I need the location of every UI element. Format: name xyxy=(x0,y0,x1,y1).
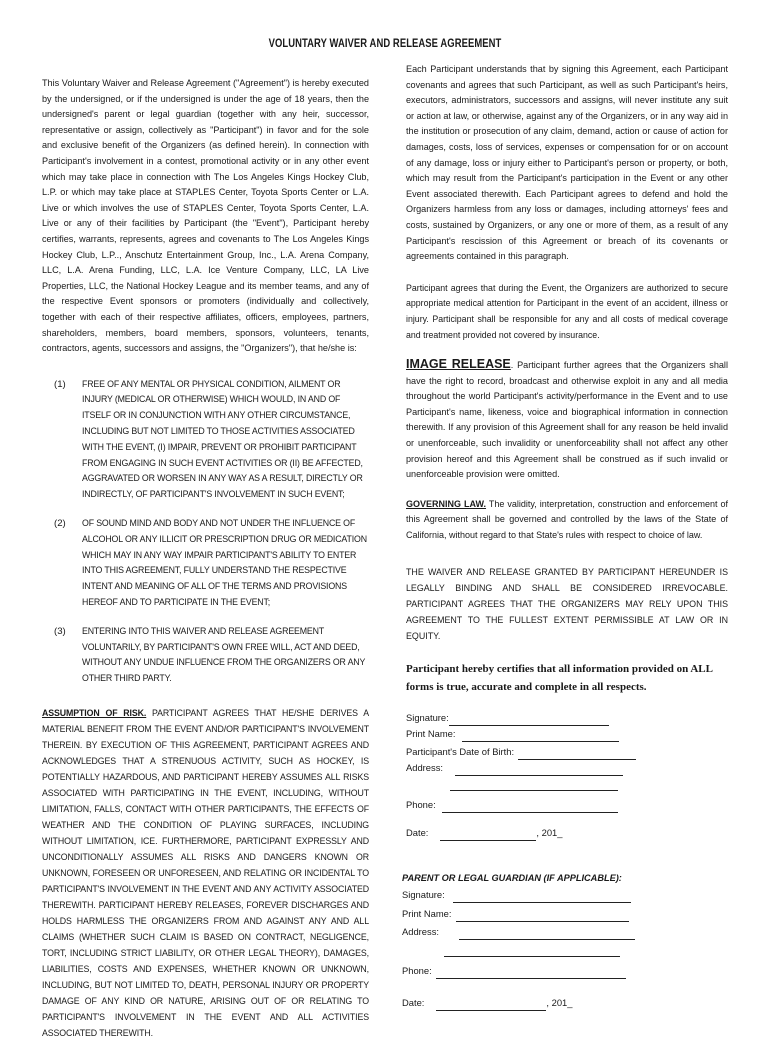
guardian-print-name-row xyxy=(402,906,728,922)
binding-paragraph: THE WAIVER AND RELEASE GRANTED BY PARTICIPANT HEREUNDER IS LEGALLY BINDING AND SHALL BE CONSIDERED IRREVOCABLE. PARTICIPANT AGREES THAT THE ORGANIZERS MAY RELY UPON THIS AGREEMENT TO THE FULLEST EXTENT PERMISSIBLE AT LAW OR IN EQUITY. xyxy=(406,566,728,641)
guardian-print-name-label: Print Name: xyxy=(402,907,452,919)
item-text: ENTERING INTO THIS WAIVER AND RELEASE AGREEMENT VOLUNTARILY, BY PARTICIPANT'S OWN FREE WILL, ACT AND DEED, WITHOUT ANY UNDUE INFLUENCE FROM THE ORGANIZERS OR ANY OTHER THIRD PARTY. xyxy=(82,625,366,684)
phone-label: Phone: xyxy=(406,798,436,810)
guardian-heading: PARENT OR LEGAL GUARDIAN (IF APPLICABLE): xyxy=(402,872,622,883)
guardian-phone-row xyxy=(402,963,728,979)
participant-phone-row xyxy=(406,797,728,813)
guardian-signature-field[interactable] xyxy=(453,892,631,903)
participant-address-row xyxy=(406,760,728,776)
year-suffix: , 201_ xyxy=(536,826,563,838)
guardian-year-suffix: , 201_ xyxy=(546,996,573,1008)
participant-print-name-field[interactable] xyxy=(462,731,619,742)
condition-item-3 xyxy=(42,624,369,687)
guardian-date-field[interactable] xyxy=(436,1000,546,1011)
dob-label: Participant's Date of Birth: xyxy=(406,745,515,757)
intro-paragraph: This Voluntary Waiver and Release Agreement ("Agreement") is hereby executed by the undersigned, or if the undersigned is under the age of 18 years, then the undersigned's parent or legal guardian (together with any heir, successor, representative or assign, collectively as "Participant") in favor and for the sole and exclusive benefit of the Organizers (as defined herein). In connection with Participant's involvement in a contest, promotional activity or in any other event which may take place in connection with The Los Angeles Kings Hockey Club, L.P. or which may take place at STAPLES Center, Toyota Sports Center or L.A. Live or which involves the use of STAPLES Center, Toyota Sports Center, L.A. Live or any of their facilities by Participant (the "Event"), Participant hereby certifies, warrants, represents, agrees and covenants to The Los Angeles Kings Hockey Club, L.P.., Anschutz Entertainment Group, Inc., L.A. Arena Company, LLC, L.A. Arena Funding, LLC, L.A. Ice Venture Company, LLC, LA Live Properties, LLC, the National Hockey League and its member teams, and any of the respective Event sponsors or promoters (individually and collectively, together with each of their respective affiliates, officers, employees, partners, shareholders, members, board members, sponsors, volunteers, tenants, contractors, agents, successors and assigns, the "Organizers"), that he/she is: xyxy=(42,78,369,354)
print-name-label: Print Name: xyxy=(406,727,456,739)
item-text: FREE OF ANY MENTAL OR PHYSICAL CONDITION, AILMENT OR INJURY (MEDICAL OR OTHERWISE) WHICH WOULD, IN AND OF ITSELF OR IN CONJUNCTION WITH ANY OTHER CIRCUMSTANCE, INCLUDING BUT NOT LIMITED TO THOSE ACTIVITIES ASSOCIATED WITH THE EVENT, (I) IMPAIR, PREVENT OR PROHIBIT PARTICIPANT FROM ENGAGING IN SUCH EVENT ACTIVITIES OR (II) BE AFFECTED, AGGRAVATED OR WORSEN IN ANY WAY AS A RESULT, DIRECTLY OR INDIRECTLY, OF PARTICIPANT'S INVOLVEMENT IN SUCH EVENT; xyxy=(82,378,363,500)
guardian-signature-block xyxy=(402,873,728,1011)
right-column xyxy=(402,62,728,1011)
participant-phone-field[interactable] xyxy=(442,802,618,813)
participant-signature-block xyxy=(406,710,728,841)
guardian-phone-label: Phone: xyxy=(402,964,432,976)
assumption-heading: ASSUMPTION OF RISK. xyxy=(42,708,147,719)
guardian-address-row xyxy=(402,924,728,940)
participant-signature-row xyxy=(406,710,728,726)
participant-address-row-2 xyxy=(406,780,728,791)
guardian-phone-field[interactable] xyxy=(436,968,626,979)
governing-law-text: The validity, interpretation, construction and enforcement of this Agreement shall be governed and controlled by the laws of the State of California, without regard to that State's rules with respect to choice of law. xyxy=(406,498,728,541)
date-label: Date: xyxy=(406,826,429,838)
image-release-text: . Participant further agrees that the Organizers shall have the right to record, broadcast and otherwise exploit in any and all media throughout the world Participant's activity/performance in the Event and to use Participant's name, likeness, voice and biographical information in connection therewith. If any provision of this Agreement shall for any reason be held invalid or unenforceable, such invalidity or unenforceability shall not affect any other provision hereof and this Agreement shall be construed as if such invalid or unenforceable provision were omitted. xyxy=(406,360,728,480)
item-number: (2) xyxy=(54,518,66,530)
guardian-address-label: Address: xyxy=(402,925,439,937)
assumption-text: PARTICIPANT AGREES THAT HE/SHE DERIVES A MATERIAL BENEFIT FROM THE EVENT AND/OR PARTICIPANT'S INVOLVEMENT THEREIN. BY EXECUTION OF THIS AGREEMENT, PARTICIPANT AGREES AND ACKNOWLEDGES THAT A STRENUOUS ACTIVITY, SUCH AS HOCKEY, IS POTENTIALLY HAZARDOUS, AND PARTICIPANT HEREBY ASSUMES ALL RISKS ASSOCIATED WITH PARTICIPATING IN THE EVENT, INCLUDING, WITHOUT LIMITATION, FALLS, CONTACT WITH OTHER PARTICIPANTS, THE EFFECTS OF WEATHER AND THE CONDITION OF PLAYING SURFACES, INCLUDING WITHOUT LIMITATION, ICE. FURTHERMORE, PARTICIPANT EXPRESSLY AND UNCONDITIONALLY ASSUMES ALL RISKS AND DANGERS KNOWN OR UNKNOWN, FORESEEN OR UNFORESEEN, AND RELATING OR INCIDENTAL TO PARTICIPANT'S INVOLVEMENT IN THE EVENT AND ANY ACTIVITY ASSOCIATED THEREWITH. PARTICIPANT HEREBY RELEASES, FOREVER DISCHARGES AND HOLDS HARMLESS THE ORGANIZERS FROM AND AGAINST ANY AND ALL CLAIMS (WHETHER SUCH CLAIM IS BASED ON CONTRACT, NEGLIGENCE, TORT, INCLUDING STRICT LIABILITY, OR OTHER LEGAL THEORY), DAMAGES, LIABILITIES, COSTS AND EXPENSES, WHETHER KNOWN OR UNKNOWN, INCLUDING, BUT NOT LIMITED TO, DEATH, PERSONAL INJURY OR PROPERTY DAMAGE OF ANY KIND OR NATURE, ARISING OUT OF OR RELATING TO PARTICIPANT'S INVOLVEMENT IN THE EVENT AND ALL ACTIVITIES ASSOCIATED THEREWITH. xyxy=(42,708,369,1039)
condition-item-1 xyxy=(42,377,369,503)
guardian-signature-row xyxy=(402,887,728,903)
guardian-address-row-2 xyxy=(402,946,728,957)
certification-statement: Participant hereby certifies that all information provided on ALL forms is true, accurate and complete in all respects. xyxy=(406,662,713,693)
address-label: Address: xyxy=(406,761,443,773)
covenant-paragraph: Each Participant understands that by signing this Agreement, each Participant covenants and agrees that such Participant, as well as such Participant's heirs, executors, administrators, successors and assigns, will never institute any suit or action at law, or otherwise, against any of the Organizers, or in any way aid in the institution or prosecution of any claim, demand, action or cause of action for damages, costs, loss of services, expenses or compensation for or on account of any damage, loss or injury either to Participant's person or property, or both, which may result from the Participant's participation in the Event or any other Event associated therewith. Each Participant agrees to defend and hold the Organizers harmless from any loss or damages, including attorneys' fees and costs, sustained by Organizers, or any one or more of them, as a result of any Participant's rescission of this Agreement or breach of its covenants or agreements contained in this paragraph. xyxy=(406,64,728,262)
participant-address-field[interactable] xyxy=(455,765,623,776)
guardian-date-label: Date: xyxy=(402,996,425,1008)
guardian-print-name-field[interactable] xyxy=(456,911,629,922)
participant-address-field-2[interactable] xyxy=(450,780,618,791)
medical-paragraph: Participant agrees that during the Event, the Organizers are authorized to secure appropriate medical attention for Participant in the event of an accident, illness or injury. Participant shall be responsible for any and all costs of medical coverage and treatment provided not covered by insurance. xyxy=(406,282,728,340)
signature-label: Signature: xyxy=(406,711,449,723)
guardian-signature-label: Signature: xyxy=(402,888,445,900)
item-number: (3) xyxy=(54,625,66,637)
governing-law-paragraph xyxy=(406,497,728,544)
item-text: OF SOUND MIND AND BODY AND NOT UNDER THE INFLUENCE OF ALCOHOL OR ANY ILLICIT OR PRESCRIPTION DRUG OR MEDICATION WHICH MAY IN ANY WAY IMPAIR PARTICIPANT'S ABILITY TO ENTER INTO THIS AGREEMENT, FULLY UNDERSTAND THE RESPECTIVE INTENT AND MEANING OF ALL OF THE TERMS AND PROVISIONS HEREOF AND TO PARTICIPATE IN THE EVENT; xyxy=(82,518,367,608)
participant-print-name-row xyxy=(406,726,728,742)
participant-date-field[interactable] xyxy=(440,830,536,841)
image-release-paragraph xyxy=(406,357,728,483)
participant-dob-field[interactable] xyxy=(518,749,636,760)
left-column xyxy=(42,76,369,1041)
participant-dob-row xyxy=(406,744,728,760)
document-title: VOLUNTARY WAIVER AND RELEASE AGREEMENT xyxy=(268,38,502,50)
assumption-of-risk-paragraph xyxy=(42,705,369,1041)
guardian-address-field[interactable] xyxy=(459,929,635,940)
condition-item-2 xyxy=(42,516,369,611)
governing-law-heading: GOVERNING LAW. xyxy=(406,498,487,509)
guardian-address-field-2[interactable] xyxy=(444,946,620,957)
guardian-date-row xyxy=(402,995,728,1011)
participant-signature-field[interactable] xyxy=(449,715,609,726)
item-number: (1) xyxy=(54,378,66,390)
image-release-heading: IMAGE RELEASE xyxy=(406,357,511,372)
participant-date-row xyxy=(406,825,728,841)
